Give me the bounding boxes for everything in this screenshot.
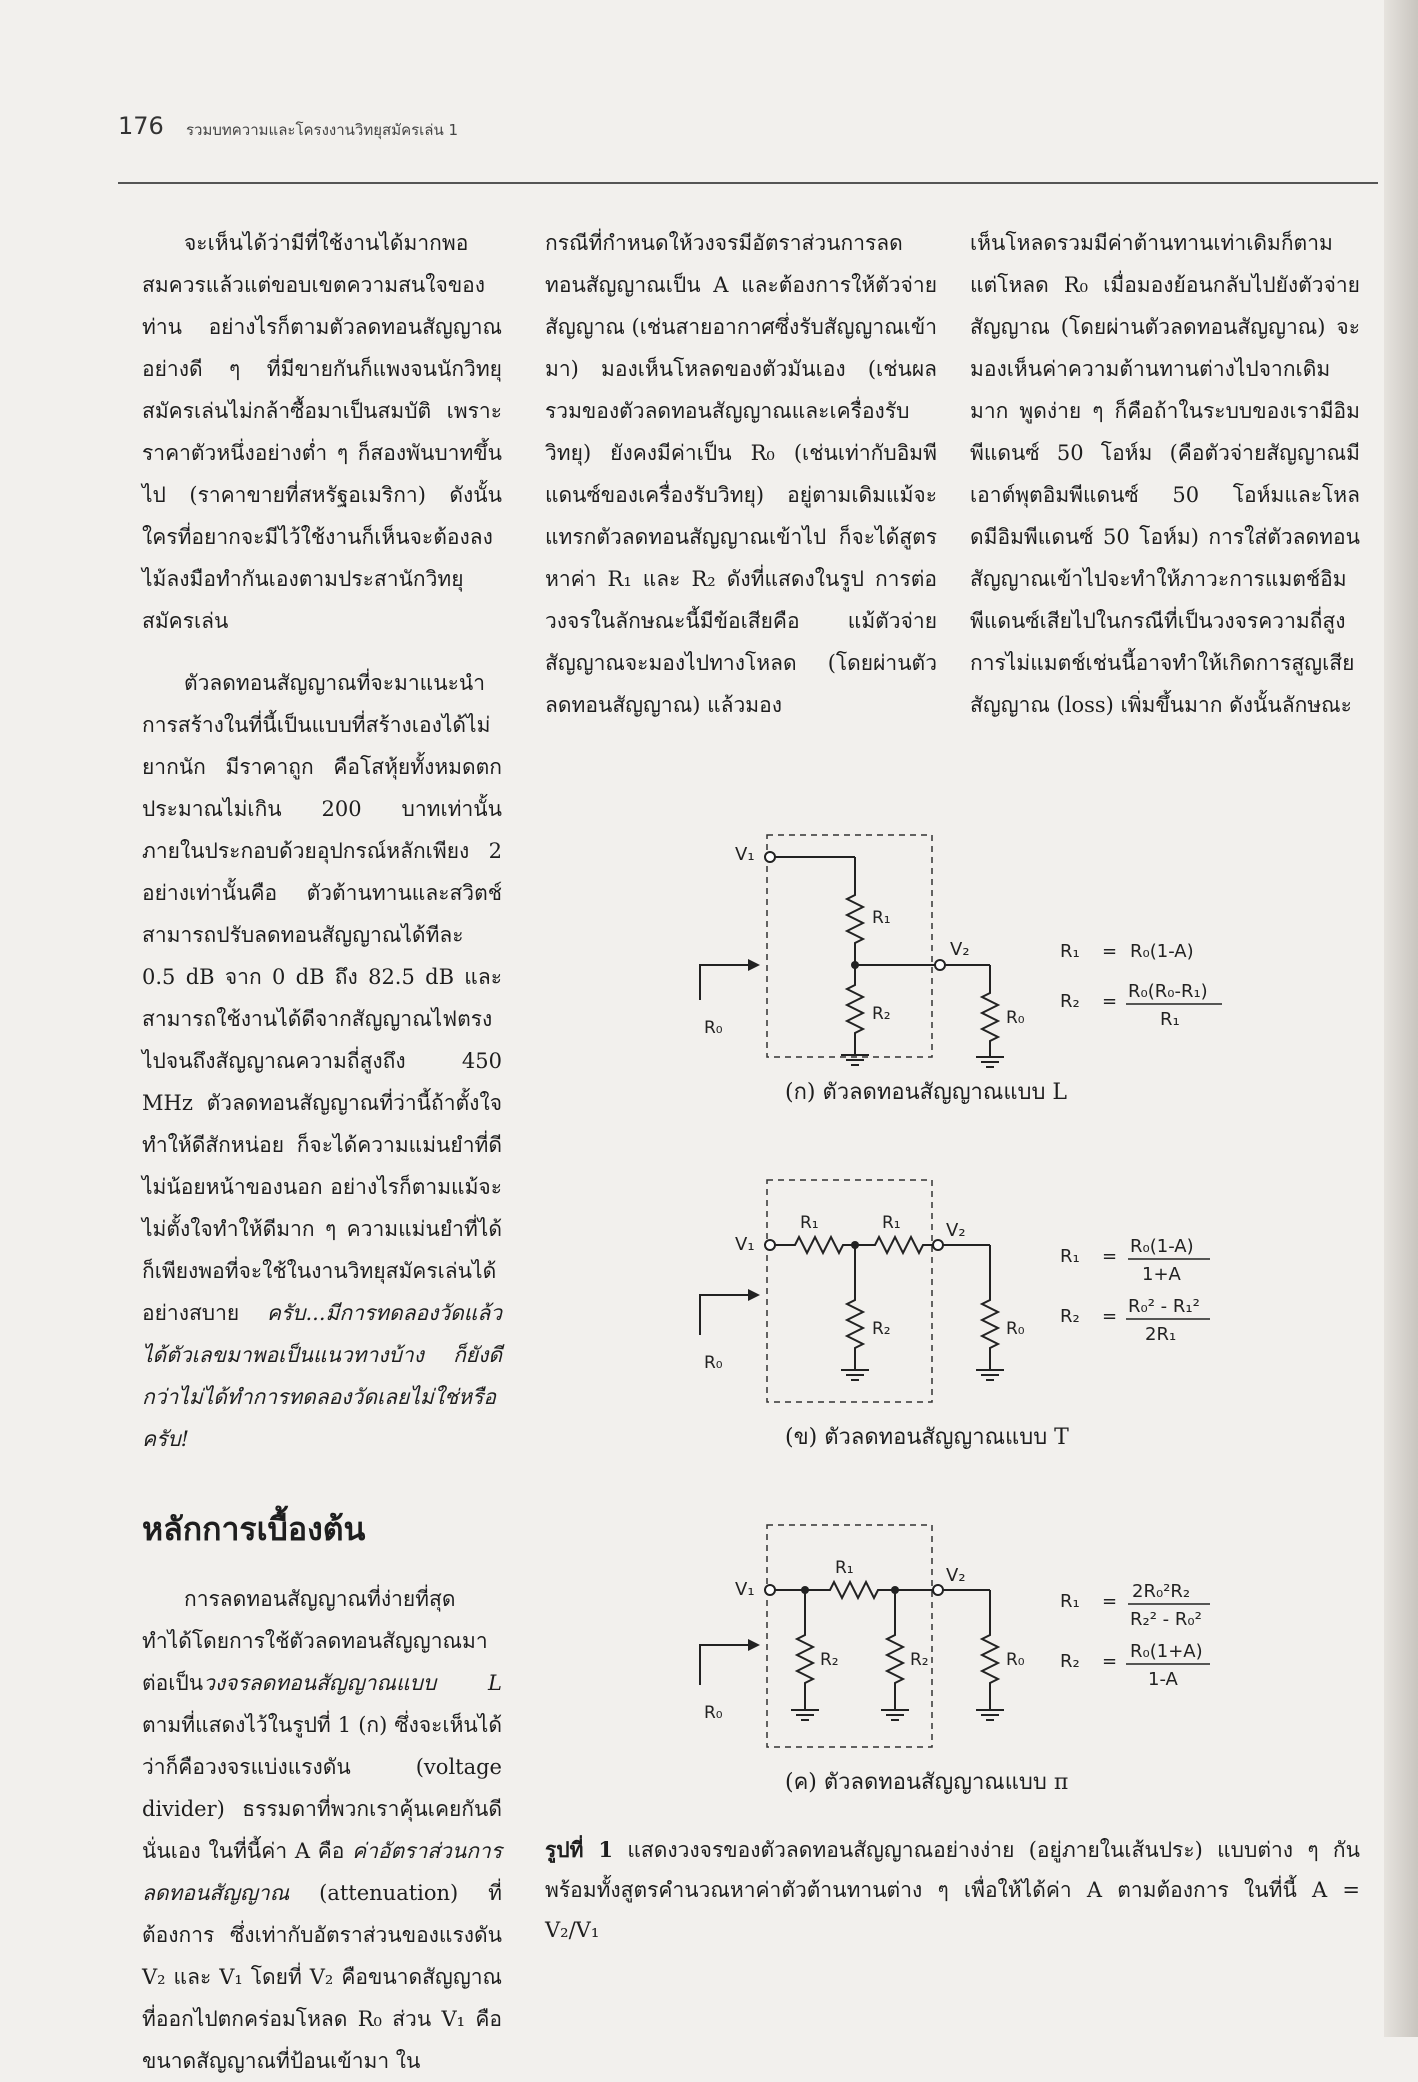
figure-caption bbox=[545, 1830, 1360, 1950]
r2-label: R₂ bbox=[910, 1650, 929, 1670]
circuit-diagrams bbox=[690, 825, 1390, 1825]
resistor-r1-left bbox=[785, 1237, 853, 1253]
r2-label: R₂ bbox=[872, 1319, 891, 1339]
r2-label: R₂ bbox=[872, 1004, 891, 1024]
v2-label: V₂ bbox=[950, 939, 970, 960]
r0-label: R₀ bbox=[1006, 1008, 1025, 1028]
r0-label: R₀ bbox=[1006, 1319, 1025, 1339]
formula-equals: = bbox=[1102, 1591, 1118, 1612]
v2-label: V₂ bbox=[946, 1220, 966, 1241]
formula-r2-denominator: 1-A bbox=[1148, 1669, 1178, 1690]
r1-label: R₁ bbox=[800, 1213, 819, 1233]
italic-term: ค่าอัตราส่วนการลดทอนสัญญาณ bbox=[142, 1839, 502, 1905]
r1-label: R₁ bbox=[872, 908, 891, 928]
formula-r1-denominator: 1+A bbox=[1142, 1264, 1181, 1285]
figure-c-caption: (ค) ตัวลดทอนสัญญาณแบบ π bbox=[785, 1770, 1069, 1795]
figure-b-caption: (ข) ตัวลดทอนสัญญาณแบบ T bbox=[785, 1425, 1069, 1450]
figure-1 bbox=[690, 825, 1390, 1935]
circuit-pi-type bbox=[700, 1525, 1210, 1747]
r1-label: R₁ bbox=[835, 1558, 854, 1578]
resistor-r1 bbox=[847, 885, 863, 953]
formula-equals: = bbox=[1102, 991, 1118, 1012]
paragraph-text: การลดทอนสัญญาณที่ง่ายที่สุดทำได้โดยการใช้ตัวลดทอนสัญญาณมาต่อเป็น bbox=[142, 1587, 488, 1695]
resistor-r1 bbox=[820, 1582, 888, 1598]
figure-a-caption: (ก) ตัวลดทอนสัญญาณแบบ L bbox=[785, 1080, 1068, 1105]
figure-caption-label: รูปที่ 1 bbox=[545, 1837, 614, 1862]
formula-r2-symbol: R₂ bbox=[1060, 991, 1080, 1012]
formula-r1-denominator: R₂² - R₀² bbox=[1130, 1609, 1202, 1630]
page-header bbox=[118, 112, 1378, 184]
text-column-left bbox=[142, 222, 502, 2082]
formula-r1-symbol: R₁ bbox=[1060, 1246, 1080, 1267]
paragraph: กรณีที่กำหนดให้วงจรมีอัตราส่วนการลดทอนสัญญาณเป็น A และต้องการให้ตัวจ่ายสัญญาณ (เช่นสายอากาศซึ่งรับสัญญาณเข้ามา) มองเห็นโหลดของตัวมันเอง (เช่นผลรวมของตัวลดทอนสัญญาณและเครื่องรับวิทยุ) ยังคงมีค่าเป็น R₀ (เช่นเท่ากับอิมพีแดนซ์ของเครื่องรับวิทยุ) อยู่ตามเดิมแม้จะแทรกตัวลดทอนสัญญาณเข้าไป ก็จะได้สูตรหาค่า R₁ และ R₂ ดังที่แสดงในรูป การต่อวงจรในลักษณะนี้มีข้อเสียคือ แม้ตัวจ่ายสัญญาณจะมองไปทางโหลด (โดยผ่านตัวลดทอนสัญญาณ) แล้วมอง bbox=[545, 231, 938, 717]
formula-equals: = bbox=[1102, 1306, 1118, 1327]
resistor-r2-right bbox=[887, 1625, 903, 1693]
circuit-t-type bbox=[700, 1180, 1210, 1402]
formula-r2-denominator: R₁ bbox=[1160, 1009, 1180, 1030]
v1-label: V₁ bbox=[735, 1234, 755, 1255]
paragraph: จะเห็นได้ว่ามีที่ใช้งานได้มากพอสมควรแล้วแต่ขอบเขตความสนใจของท่าน อย่างไรก็ตามตัวลดทอนสัญญาณอย่างดี ๆ ที่มีขายกันก็แพงจนนักวิทยุสมัครเล่นไม่กล้าซื้อมาเป็นสมบัติ เพราะราคาตัวหนึ่งอย่างต่ำ ๆ ก็สองพันบาทขึ้นไป (ราคาขายที่สหรัฐอเมริกา) ดังนั้นใครที่อยากจะมีไว้ใช้งานก็เห็นจะต้องลงไม้ลงมือทำกันเองตามประสานักวิทยุสมัครเล่น bbox=[142, 231, 502, 633]
running-title: รวมบทความและโครงงานวิทยุสมัครเล่น 1 bbox=[186, 121, 459, 139]
formula-r2-symbol: R₂ bbox=[1060, 1306, 1080, 1327]
formula-r1-numerator: 2R₀²R₂ bbox=[1132, 1581, 1191, 1602]
resistor-r1-right bbox=[865, 1237, 933, 1253]
formula-equals: = bbox=[1102, 941, 1118, 962]
paragraph bbox=[142, 1578, 502, 2082]
formula-equals: = bbox=[1102, 1651, 1118, 1672]
paragraph-text: ตัวลดทอนสัญญาณที่จะมาแนะนำการสร้างในที่นี้เป็นแบบที่สร้างเองได้ไม่ยากนัก มีราคาถูก คือโสหุ้ยทั้งหมดตกประมาณไม่เกิน 200 บาทเท่านั้น ภายในประกอบด้วยอุปกรณ์หลักเพียง 2 อย่างเท่านั้นคือ ตัวต้านทานและสวิตช์สามารถปรับลดทอนสัญญาณได้ทีละ 0.5 dB จาก 0 dB ถึง 82.5 dB และสามารถใช้งานได้ดีจากสัญญาณไฟตรงไปจนถึงสัญญาณความถี่สูงถึง 450 MHz ตัวลดทอนสัญญาณที่ว่านี้ถ้าตั้งใจทำให้ดีสักหน่อย ก็จะได้ความแม่นยำที่ดีไม่น้อยหน้าของนอก อย่างไรก็ตามแม้จะไม่ตั้งใจทำให้ดีมาก ๆ ความแม่นยำที่ได้ก็เพียงพอที่จะใช้ในงานวิทยุสมัครเล่นได้อย่างสบาย bbox=[142, 671, 502, 1325]
text-column-right bbox=[970, 222, 1360, 726]
v2-label: V₂ bbox=[946, 1565, 966, 1586]
formula-equals: = bbox=[1102, 1246, 1118, 1267]
formula-r1-numerator: R₀(1-A) bbox=[1130, 1236, 1194, 1257]
formula-r1-symbol: R₁ bbox=[1060, 941, 1080, 962]
r2-label: R₂ bbox=[820, 1650, 839, 1670]
paragraph-text: ตามที่แสดงไว้ในรูปที่ 1 (ก) ซึ่งจะเห็นได้ว่าก็คือวงจรแบ่งแรงดัน (voltage divider) ธรรมดาที่พวกเราคุ้นเคยกันดีนั่นเอง ในที่นี้ค่า A คือ bbox=[142, 1713, 502, 1863]
r0-source-label: R₀ bbox=[704, 1353, 723, 1373]
r0-source-label: R₀ bbox=[704, 1018, 723, 1038]
italic-term: วงจรลดทอนสัญญาณแบบ L bbox=[203, 1671, 502, 1695]
formula-r2-numerator: R₀(1+A) bbox=[1130, 1641, 1203, 1662]
resistor-r0-load bbox=[982, 983, 998, 1051]
resistor-r2 bbox=[847, 1290, 863, 1358]
resistor-r0-load bbox=[982, 1625, 998, 1693]
v1-label: V₁ bbox=[735, 1579, 755, 1600]
circuit-l-type bbox=[700, 835, 1222, 1067]
formula-r2-numerator: R₀² - R₁² bbox=[1128, 1296, 1200, 1317]
formula-r2-numerator: R₀(R₀-R₁) bbox=[1128, 981, 1208, 1002]
r1-label: R₁ bbox=[882, 1213, 901, 1233]
attenuator-boundary bbox=[767, 835, 932, 1057]
r0-label: R₀ bbox=[1006, 1650, 1025, 1670]
paragraph-italic-text: ครับ...มีการทดลองวัดแล้วได้ตัวเลขมาพอเป็นแนวทางบ้าง ก็ยังดีกว่าไม่ได้ทำการทดลองวัดเลยไม่ใช่หรือครับ! bbox=[142, 1301, 502, 1451]
resistor-r2 bbox=[847, 975, 863, 1043]
formula-r2-symbol: R₂ bbox=[1060, 1651, 1080, 1672]
formula-r1-symbol: R₁ bbox=[1060, 1591, 1080, 1612]
figure-caption-text: แสดงวงจรของตัวลดทอนสัญญาณอย่างง่าย (อยู่ภายในเส้นประ) แบบต่าง ๆ กันพร้อมทั้งสูตรคำนวณหาค่าตัวต้านทานต่าง ๆ เพื่อให้ได้ค่า A ตามต้องการ ในที่นี้ A = V₂/V₁ bbox=[545, 1838, 1360, 1942]
resistor-r2-left bbox=[797, 1625, 813, 1693]
formula-r2-denominator: 2R₁ bbox=[1145, 1324, 1177, 1345]
v1-label: V₁ bbox=[735, 844, 755, 865]
page-number: 176 bbox=[118, 112, 164, 140]
paragraph bbox=[142, 662, 502, 1460]
section-heading: หลักการเบื้องต้น bbox=[142, 1510, 366, 1548]
formula-r1-value: R₀(1-A) bbox=[1130, 941, 1194, 962]
paragraph: เห็นโหลดรวมมีค่าต้านทานเท่าเดิมก็ตาม แต่โหลด R₀ เมื่อมองย้อนกลับไปยังตัวจ่ายสัญญาณ (โดยผ่านตัวลดทอนสัญญาณ) จะมองเห็นค่าความต้านทานต่างไปจากเดิมมาก พูดง่าย ๆ ก็คือถ้าในระบบของเรามีอิมพีแดนซ์ 50 โอห์ม (คือตัวจ่ายสัญญาณมีเอาต์พุตอิมพีแดนซ์ 50 โอห์มและโหลดมีอิมพีแดนซ์ 50 โอห์ม) การใส่ตัวลดทอนสัญญาณเข้าไปจะทำให้ภาวะการแมตช์อิมพีแดนซ์เสียไปในกรณีที่เป็นวงจรความถี่สูง การไม่แมตช์เช่นนี้อาจทำให้เกิดการสูญเสียสัญญาณ (loss) เพิ่มขึ้นมาก ดังนั้นลักษณะ bbox=[970, 231, 1360, 717]
attenuator-boundary bbox=[767, 1180, 932, 1402]
paragraph-text: (attenuation) ที่ต้องการ ซึ่งเท่ากับอัตราส่วนของแรงดัน V₂ และ V₁ โดยที่ V₂ คือขนาดสัญญาณที่ออกไปตกคร่อมโหลด R₀ ส่วน V₁ คือขนาดสัญญาณที่ป้อนเข้ามา ใน bbox=[142, 1881, 502, 2073]
r0-source-label: R₀ bbox=[704, 1703, 723, 1723]
text-column-middle bbox=[545, 222, 937, 726]
resistor-r0-load bbox=[982, 1290, 998, 1358]
